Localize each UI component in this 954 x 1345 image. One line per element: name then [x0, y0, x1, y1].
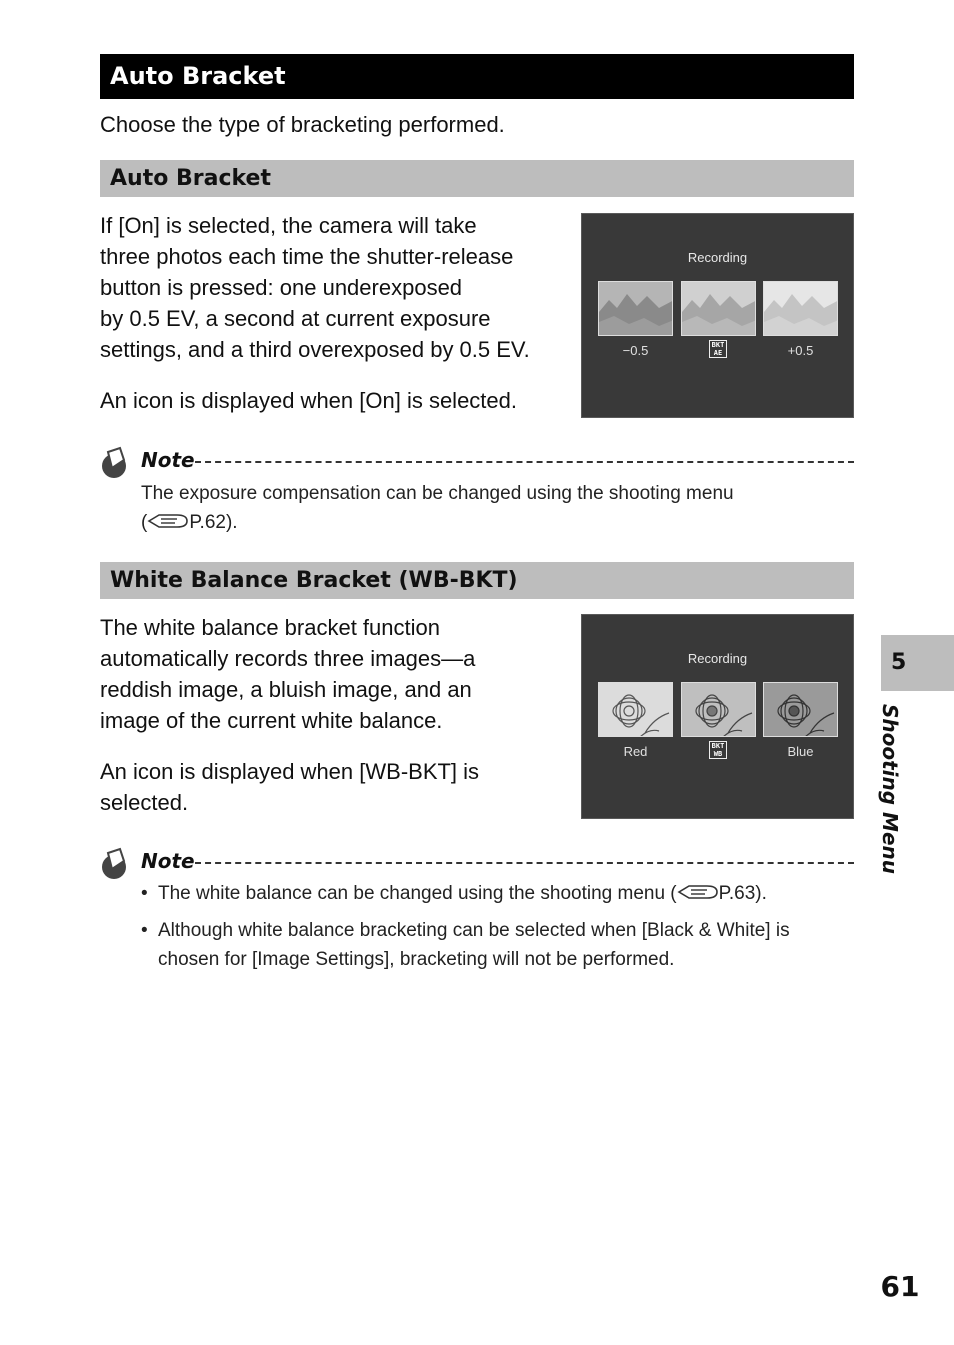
flower-thumbnail-red [598, 682, 673, 737]
section-auto-bracket-header: Auto Bracket [100, 160, 854, 197]
exposure-label-plus: +0.5 [787, 343, 814, 358]
note-bullets [141, 879, 841, 974]
mountain-thumbnail-under [598, 281, 673, 336]
paragraph-line: by 0.5 EV, a second at current exposure [100, 306, 491, 331]
note-text: The exposure compensation can be changed using the shooting menu ( P.62). [141, 479, 841, 540]
wb-label-blue: Blue [787, 744, 814, 759]
mountain-thumbnail-over [763, 281, 838, 336]
chapter-tab-number: 5 [881, 635, 954, 691]
page-reference-icon [147, 511, 189, 540]
flower-thumbnail-normal [681, 682, 756, 737]
camera-screen-auto-bracket [581, 213, 854, 418]
paragraph-line: automatically records three images—a [100, 646, 476, 671]
paragraph-line: three photos each time the shutter-release [100, 244, 514, 269]
paragraph-line: The white balance bracket function [100, 615, 440, 640]
main-header: Auto Bracket [100, 54, 854, 99]
section2-paragraph [100, 612, 570, 736]
page-number: 61 [880, 1270, 920, 1303]
paragraph-line: image of the current white balance. [100, 708, 443, 733]
note-divider [195, 461, 854, 463]
flower-thumbnail-blue [763, 682, 838, 737]
paragraph-line: settings, and a third overexposed by 0.5 EV. [100, 337, 530, 362]
paragraph-line: button is pressed: one underexposed [100, 275, 463, 300]
note-bullet-item: • Although white balance bracketing can be selected when [Black & White] is chosen for [Image Settings], bracketing will not be performed. [141, 920, 790, 970]
note-divider [195, 862, 854, 864]
wb-label-red: Red [623, 744, 648, 759]
section1-icon-text: An icon is displayed when [On] is selected. [100, 388, 518, 413]
section1-paragraph [100, 210, 570, 365]
mountain-thumbnail-normal [681, 281, 756, 336]
screen-title: Recording [687, 651, 748, 666]
camera-screen-wb-bracket [581, 614, 854, 819]
note-title: Note [141, 849, 195, 873]
page-reference-icon [677, 882, 719, 911]
note-title: Note [141, 448, 195, 472]
bkt-ae-icon: BKT AE [709, 340, 727, 358]
note-bullet-item: • The white balance can be changed using the shooting menu ( P.63). [141, 879, 841, 911]
chapter-tab-label: Shooting Menu [878, 704, 902, 874]
section-wb-bracket-header: White Balance Bracket (WB-BKT) [100, 562, 854, 599]
intro-text: Choose the type of bracketing performed. [100, 112, 505, 137]
paragraph-line: reddish image, a bluish image, and an [100, 677, 472, 702]
exposure-label-minus: −0.5 [622, 343, 649, 358]
note-pencil-icon [100, 446, 128, 480]
section2-icon-text: An icon is displayed when [WB-BKT] is selected. [100, 759, 480, 815]
note-pencil-icon [100, 847, 128, 881]
paragraph-line: If [On] is selected, the camera will take [100, 213, 477, 238]
bkt-wb-icon: BKT WB [709, 741, 727, 759]
screen-title: Recording [687, 250, 748, 265]
